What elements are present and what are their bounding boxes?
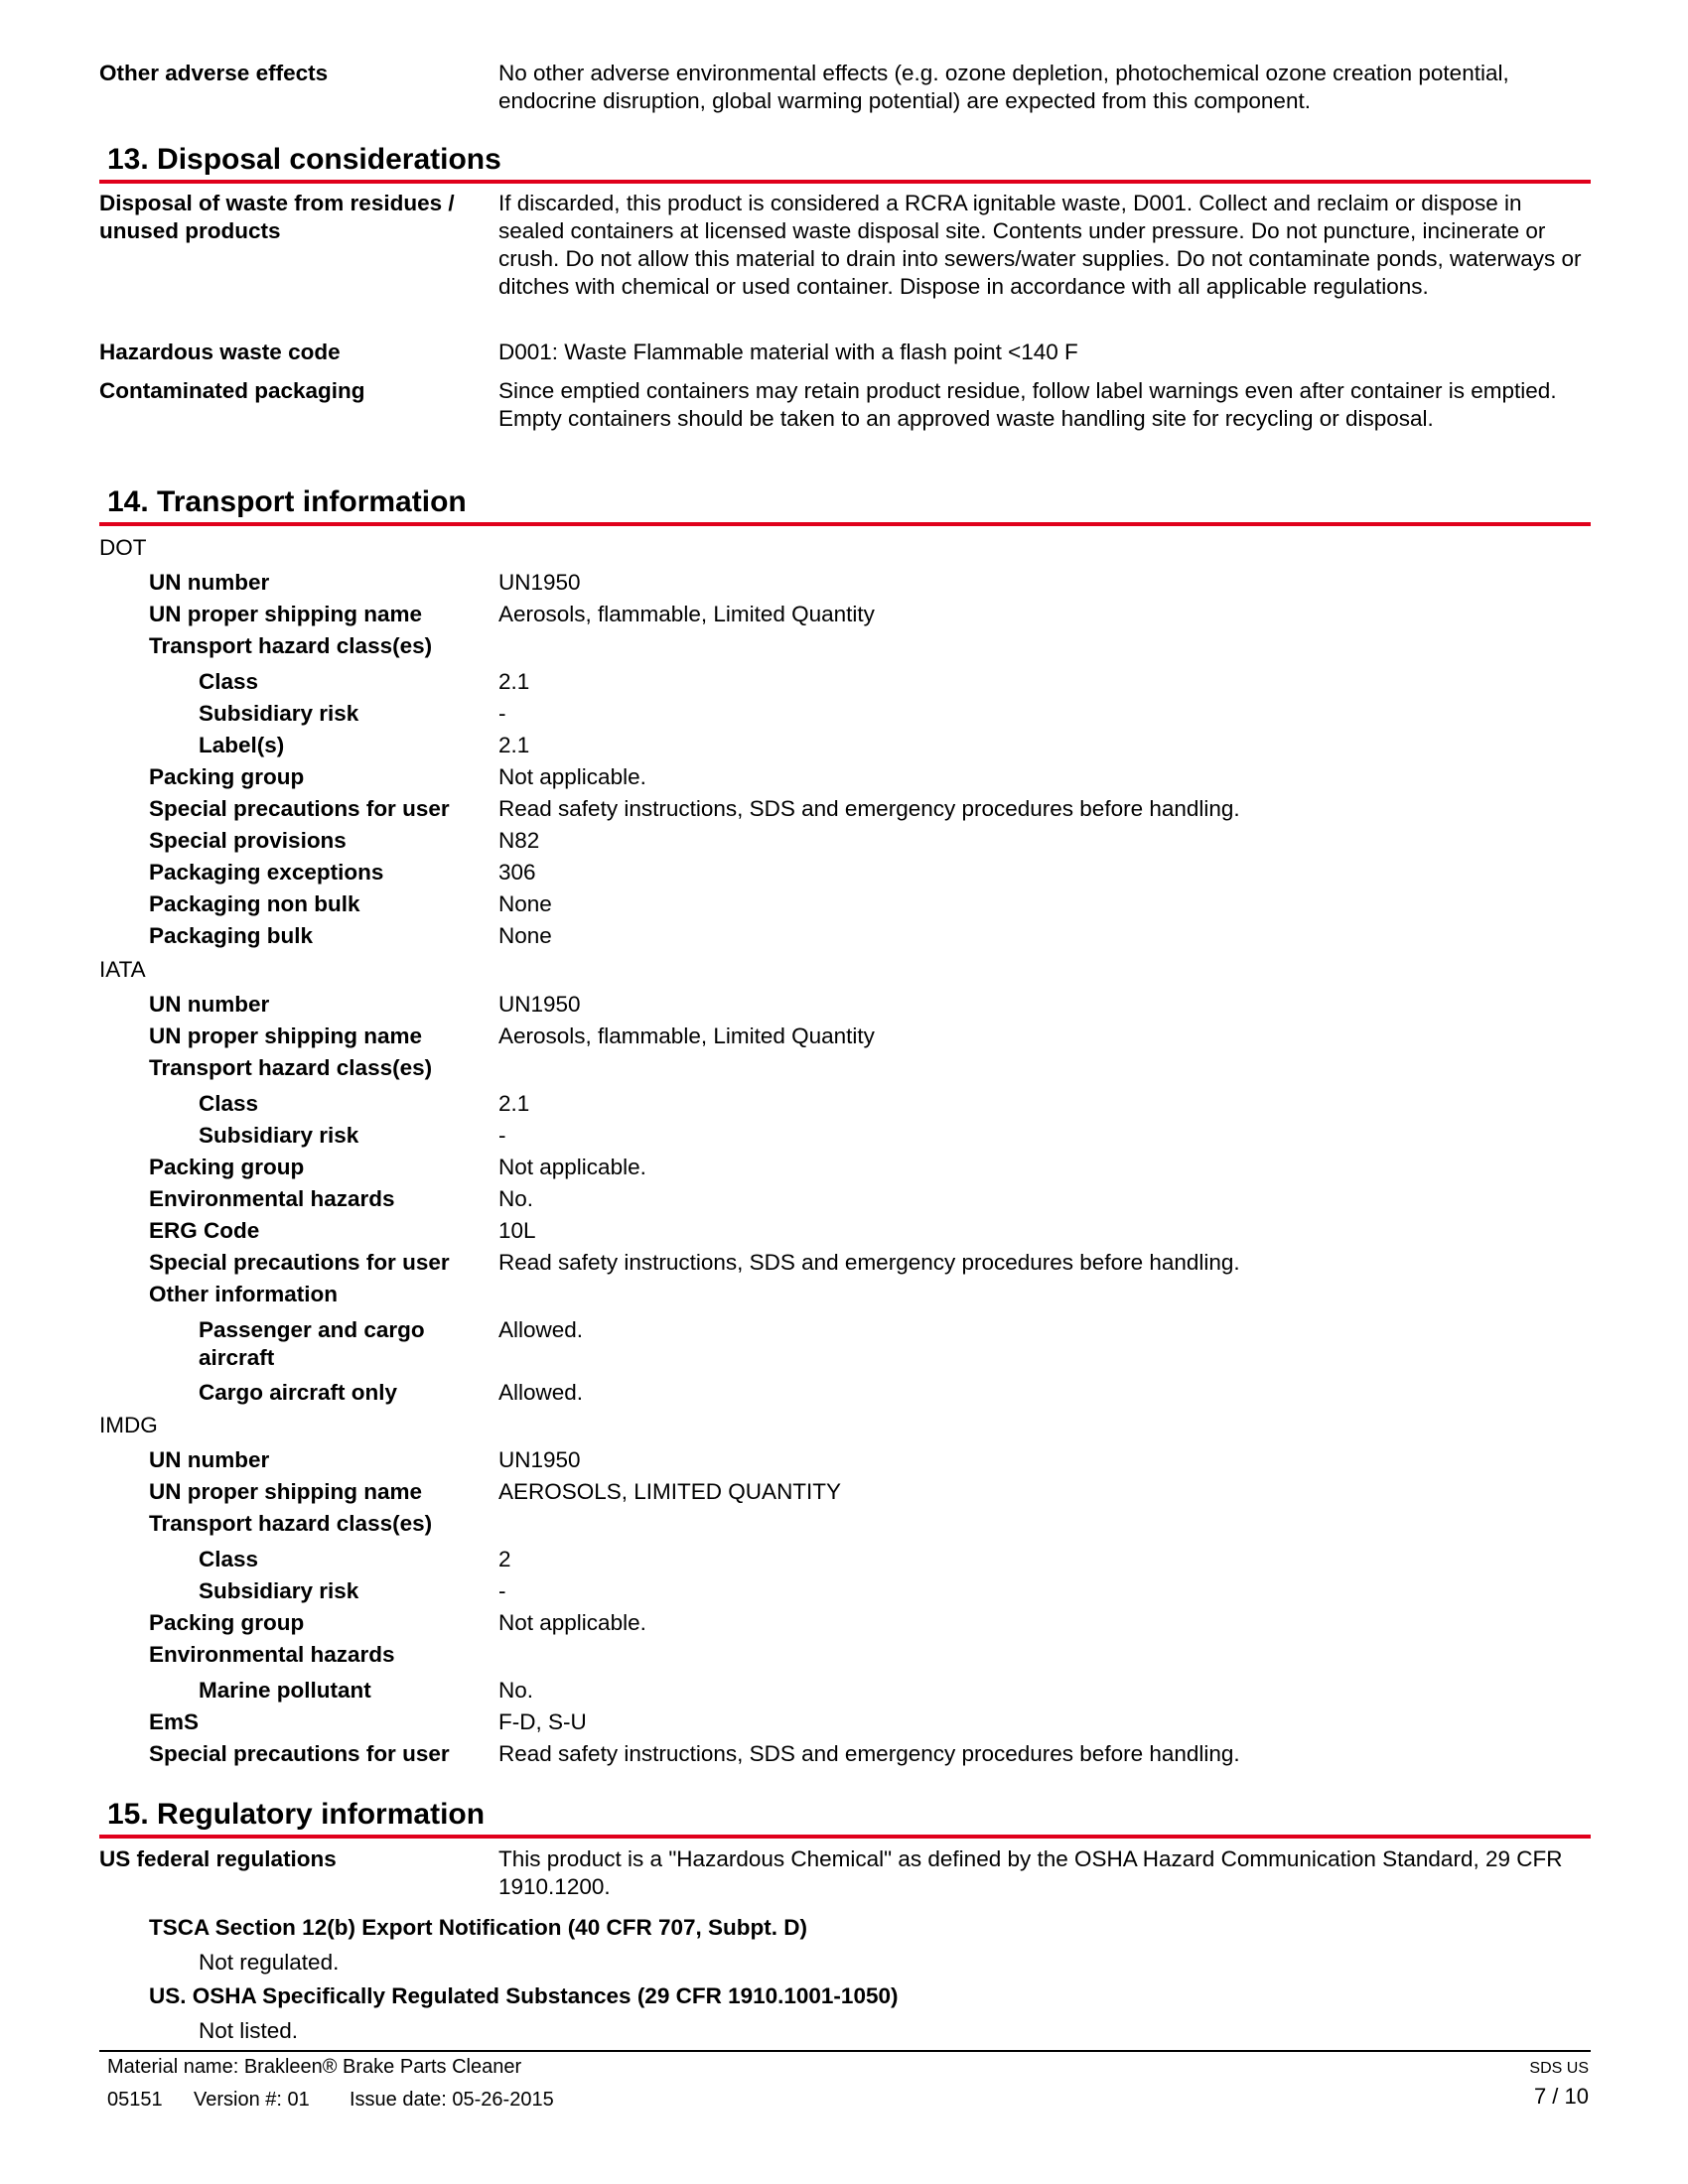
section-14-title: 14. Transport information [107,485,467,518]
adverse-effects-value: No other adverse environmental effects (e.g. ozone depletion, photochemical ozone creation potential, endocrine disruption, global warming potential) are expected from this component. [498,61,1509,113]
iata-class-value: 2.1 [498,1091,530,1116]
imdg-class-value: 2 [498,1547,511,1571]
contaminated-packaging-label: Contaminated packaging [99,378,365,403]
iata-group-label: IATA [99,957,146,982]
dot-special-precautions-label: Special precautions for user [149,796,450,821]
dot-subsidiary-risk-label: Subsidiary risk [199,701,359,726]
iata-passenger-cargo-label: Passenger and cargo aircraft [199,1317,425,1370]
dot-class-value: 2.1 [498,669,530,694]
iata-erg-code-value: 10L [498,1218,536,1243]
iata-env-hazards-value: No. [498,1186,534,1211]
iata-hazard-class-label: Transport hazard class(es) [149,1055,433,1080]
imdg-marine-pollutant-value: No. [498,1678,534,1703]
dot-group-label: DOT [99,535,147,560]
dot-special-precautions-value: Read safety instructions, SDS and emergency procedures before handling. [498,796,1240,821]
iata-cargo-only-label: Cargo aircraft only [199,1380,398,1405]
dot-packaging-exceptions-value: 306 [498,860,536,885]
iata-packing-group-label: Packing group [149,1155,305,1179]
dot-hazard-class-label: Transport hazard class(es) [149,633,433,658]
dot-shipping-name-label: UN proper shipping name [149,602,423,626]
imdg-class-label: Class [199,1547,259,1571]
iata-subsidiary-risk-label: Subsidiary risk [199,1123,359,1148]
dot-un-number-value: UN1950 [498,570,581,595]
imdg-subsidiary-risk-label: Subsidiary risk [199,1578,359,1603]
imdg-ems-label: EmS [149,1709,200,1734]
imdg-un-number-value: UN1950 [498,1447,581,1472]
dot-packaging-bulk-value: None [498,923,552,948]
iata-subsidiary-risk-value: - [498,1123,506,1148]
us-federal-value: This product is a "Hazardous Chemical" as defined by the OSHA Hazard Communication Standard, 29 CFR 1910.1200. [498,1846,1563,1899]
hazardous-waste-code-value: D001: Waste Flammable material with a flash point <140 F [498,340,1078,364]
osha-text: Not listed. [199,2018,299,2043]
dot-subsidiary-risk-value: - [498,701,506,726]
imdg-packing-group-value: Not applicable. [498,1610,646,1635]
adverse-effects-label: Other adverse effects [99,61,329,85]
section-13-title: 13. Disposal considerations [107,143,501,176]
dot-class-label: Class [199,669,259,694]
section-15-rule [99,1835,1591,1839]
iata-special-precautions-value: Read safety instructions, SDS and emergency procedures before handling. [498,1250,1240,1275]
dot-special-provisions-label: Special provisions [149,828,347,853]
tsca-text: Not regulated. [199,1950,340,1975]
dot-labels-value: 2.1 [498,733,530,757]
dot-packing-group-value: Not applicable. [498,764,646,789]
footer-rule [99,2050,1591,2052]
imdg-shipping-name-label: UN proper shipping name [149,1479,423,1504]
hazardous-waste-code-label: Hazardous waste code [99,340,341,364]
iata-cargo-only-value: Allowed. [498,1380,584,1405]
iata-un-number-label: UN number [149,992,270,1017]
imdg-group-label: IMDG [99,1413,158,1437]
dot-un-number-label: UN number [149,570,270,595]
iata-un-number-value: UN1950 [498,992,581,1017]
footer-page-number: 7 / 10 [1533,2084,1589,2109]
disposal-waste-label: Disposal of waste from residues / unused products [99,191,455,243]
imdg-ems-value: F-D, S-U [498,1709,587,1734]
iata-passenger-cargo-value: Allowed. [498,1317,584,1342]
footer-issue-date: Issue date: 05-26-2015 [350,2089,554,2111]
section-15-title: 15. Regulatory information [107,1798,486,1831]
iata-class-label: Class [199,1091,259,1116]
footer-material-name: Material name: Brakleen® Brake Parts Cleaner [107,2056,522,2078]
footer-product-code: 05151 [107,2089,163,2111]
iata-special-precautions-label: Special precautions for user [149,1250,450,1275]
imdg-env-hazards-label: Environmental hazards [149,1642,395,1667]
iata-erg-code-label: ERG Code [149,1218,260,1243]
imdg-hazard-class-label: Transport hazard class(es) [149,1511,433,1536]
contaminated-packaging-value: Since emptied containers may retain product residue, follow label warnings even after container is emptied. Empty containers should be taken to an approved waste handling site for recycling or disposal. [498,378,1557,431]
imdg-special-precautions-label: Special precautions for user [149,1741,450,1766]
imdg-shipping-name-value: AEROSOLS, LIMITED QUANTITY [498,1479,842,1504]
dot-special-provisions-value: N82 [498,828,540,853]
iata-env-hazards-label: Environmental hazards [149,1186,395,1211]
tsca-heading: TSCA Section 12(b) Export Notification (40 CFR 707, Subpt. D) [149,1915,807,1940]
disposal-waste-value: If discarded, this product is considered a RCRA ignitable waste, D001. Collect and reclaim or dispose in sealed containers at licensed waste disposal site. Contents under pressure. Do not puncture, incinerate or crush. Do not allow this material to drain into sewers/water supplies. Do not contaminate ponds, waterways or ditches with chemical or used container. Dispose in accordance with all applicable regulations. [498,191,1582,299]
imdg-un-number-label: UN number [149,1447,270,1472]
dot-labels-label: Label(s) [199,733,285,757]
dot-packaging-non-bulk-value: None [498,891,552,916]
section-14-rule [99,522,1591,526]
dot-packaging-non-bulk-label: Packaging non bulk [149,891,360,916]
us-federal-label: US federal regulations [99,1846,337,1871]
iata-packing-group-value: Not applicable. [498,1155,646,1179]
dot-packing-group-label: Packing group [149,764,305,789]
footer-doc-type: SDS US [1529,2060,1589,2077]
imdg-marine-pollutant-label: Marine pollutant [199,1678,371,1703]
iata-shipping-name-value: Aerosols, flammable, Limited Quantity [498,1024,875,1048]
imdg-packing-group-label: Packing group [149,1610,305,1635]
osha-heading: US. OSHA Specifically Regulated Substances (29 CFR 1910.1001-1050) [149,1983,899,2008]
adverse-effects-row [99,60,1589,115]
iata-shipping-name-label: UN proper shipping name [149,1024,423,1048]
iata-other-info-label: Other information [149,1282,338,1306]
dot-packaging-exceptions-label: Packaging exceptions [149,860,384,885]
dot-packaging-bulk-label: Packaging bulk [149,923,314,948]
section-13-rule [99,180,1591,184]
imdg-special-precautions-value: Read safety instructions, SDS and emergency procedures before handling. [498,1741,1240,1766]
footer-version: Version #: 01 [194,2089,310,2111]
imdg-subsidiary-risk-value: - [498,1578,506,1603]
dot-shipping-name-value: Aerosols, flammable, Limited Quantity [498,602,875,626]
